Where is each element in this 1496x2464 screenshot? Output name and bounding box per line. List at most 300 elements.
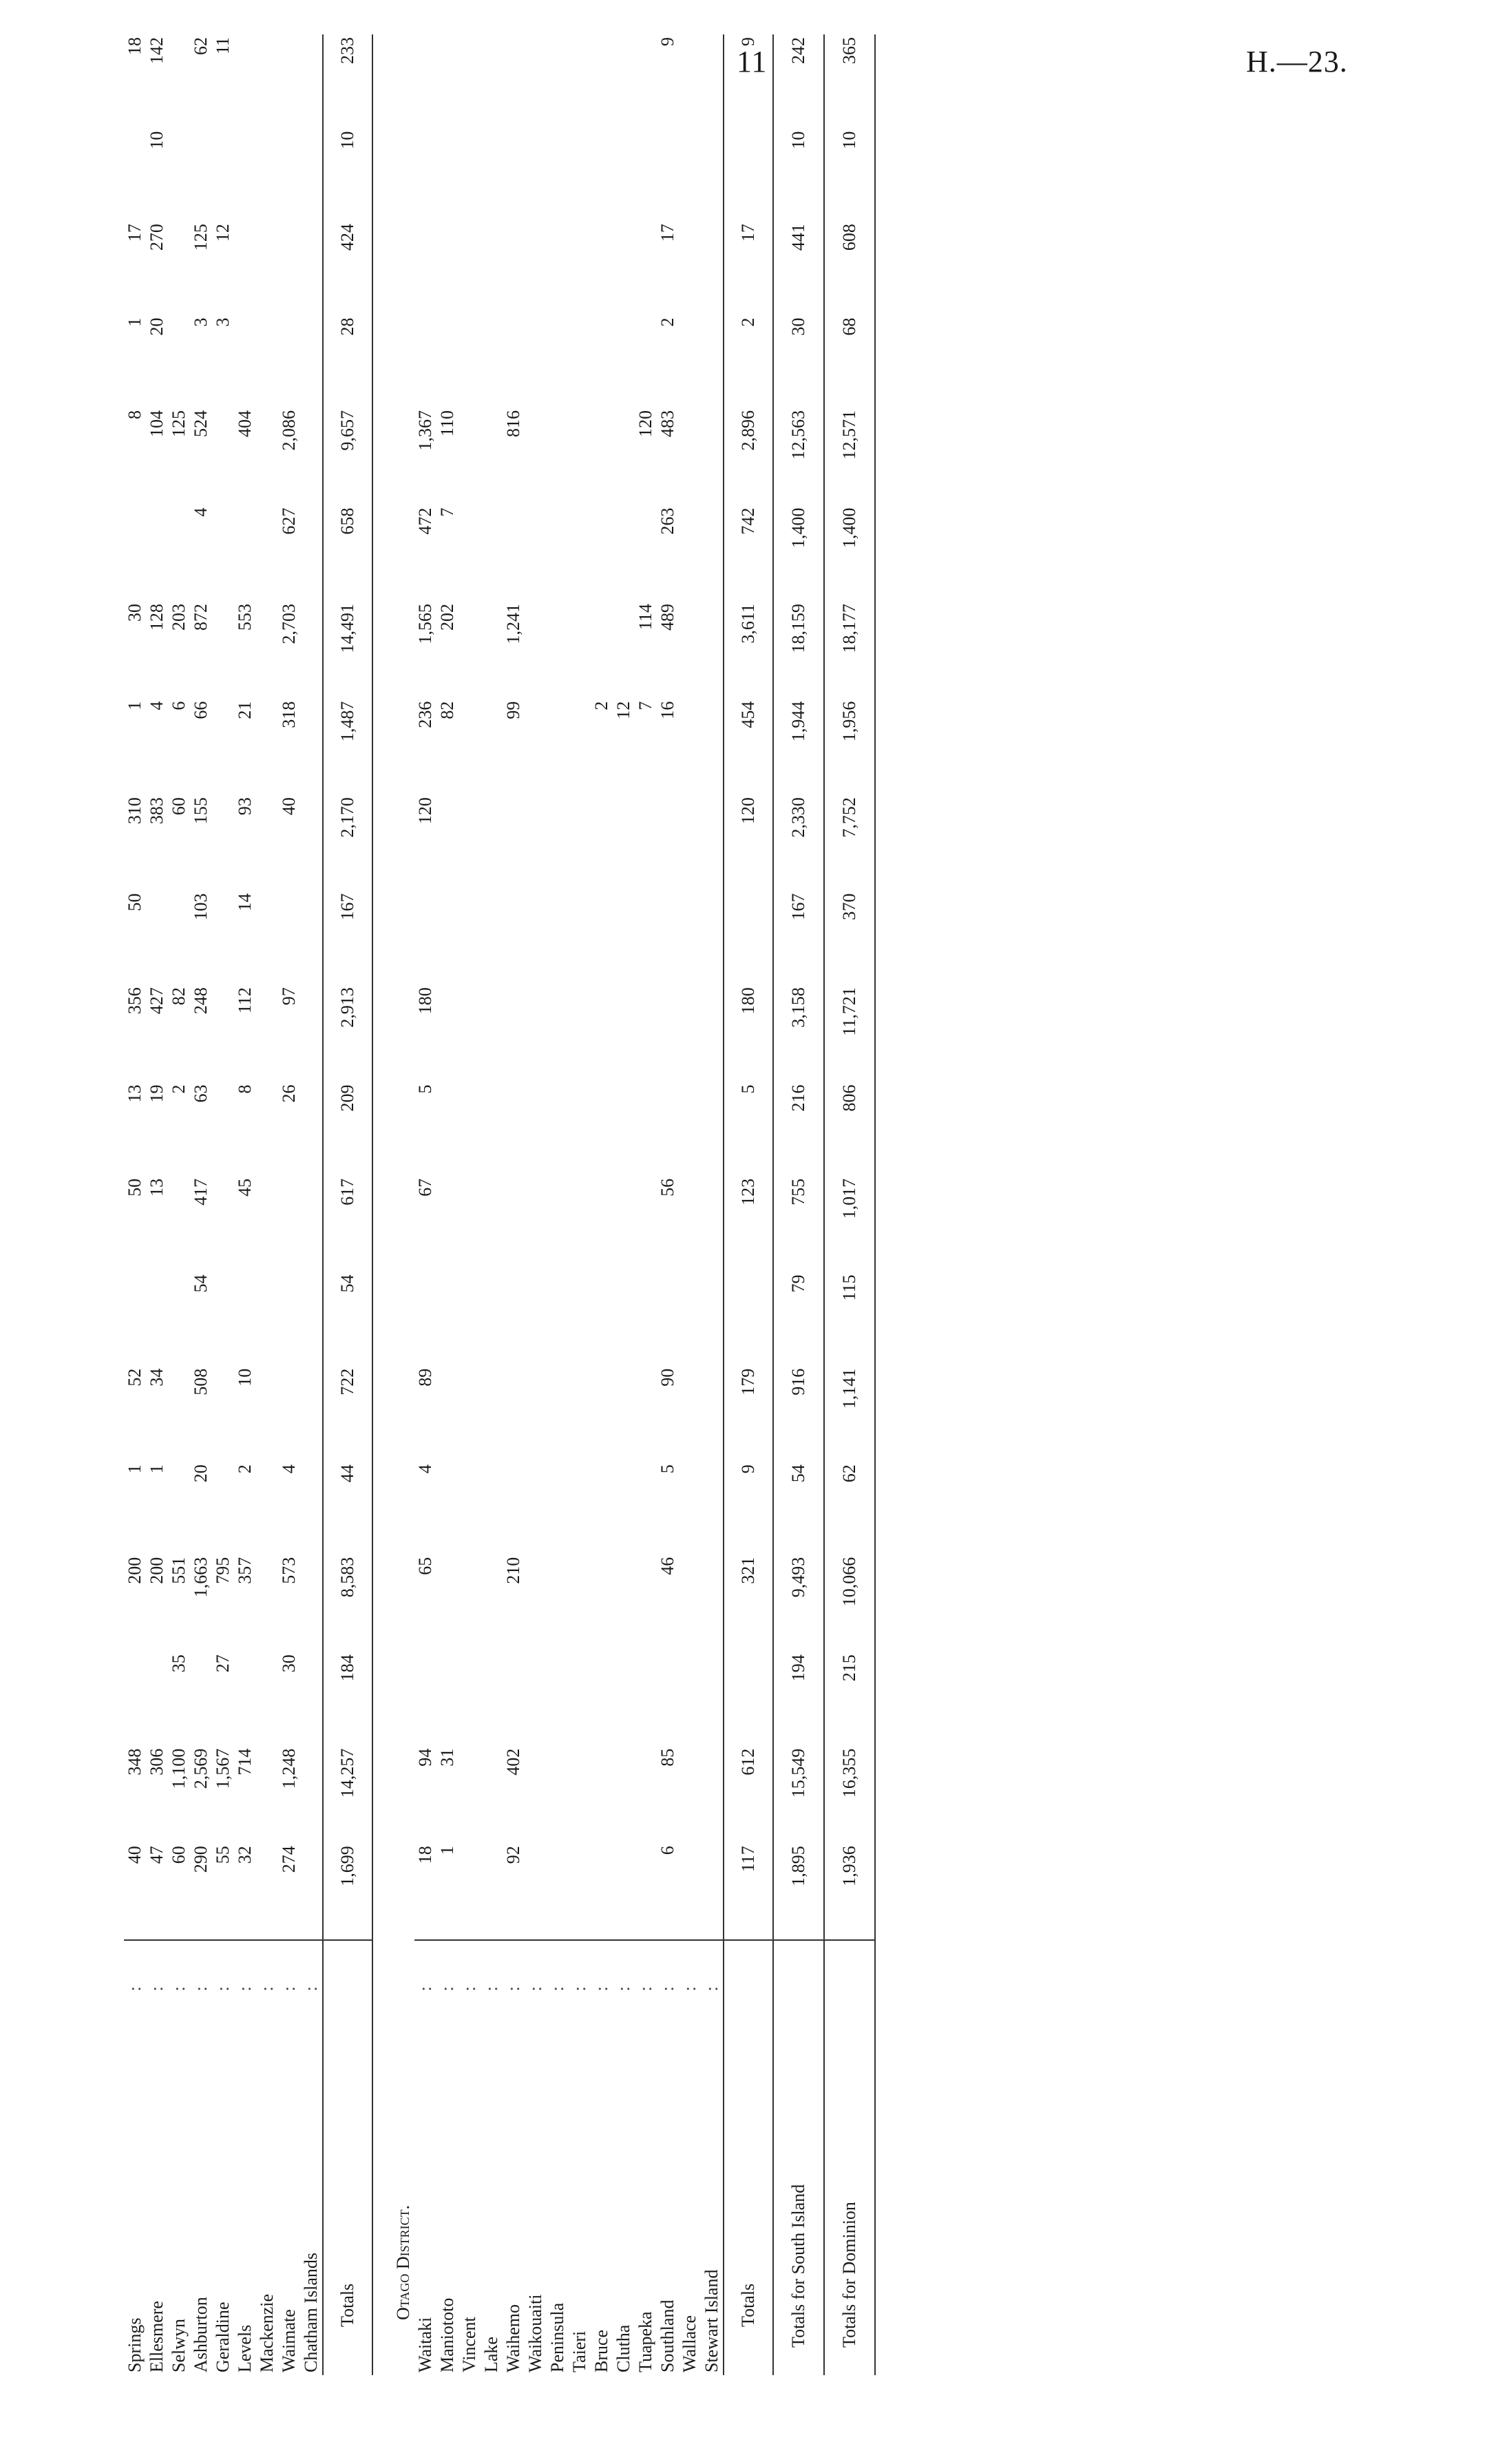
table-cell <box>569 1746 591 1844</box>
table-cell <box>569 1272 591 1365</box>
table-cell <box>569 1652 591 1745</box>
leader-dots: : <box>234 1940 256 1994</box>
table-cell <box>525 699 547 795</box>
table-cell: 306 <box>147 1748 167 1776</box>
table-cell <box>591 1843 613 1940</box>
table-cell <box>436 1366 459 1462</box>
row-label: Waitaki <box>415 2317 435 2372</box>
table-cell: 483 <box>657 410 677 437</box>
table-row <box>278 34 300 2375</box>
table-cell <box>547 1366 569 1462</box>
leader-dots: : <box>436 1940 459 1994</box>
row-label: Geraldine <box>213 2302 233 2372</box>
table-cell <box>547 505 569 602</box>
table-row <box>503 34 525 2375</box>
table-cell <box>679 1555 701 1652</box>
table-cell: 9,493 <box>773 1555 824 1652</box>
table-row <box>679 34 701 2375</box>
table-cell <box>503 221 525 315</box>
table-row <box>481 34 503 2375</box>
table-cell <box>569 699 591 795</box>
table-cell: 370 <box>824 891 875 984</box>
table-cell <box>547 408 569 505</box>
table-cell <box>613 221 635 315</box>
table-cell <box>613 1843 635 1940</box>
table-cell <box>591 1082 613 1175</box>
table-cell <box>503 1176 525 1272</box>
table-cell: 62 <box>191 37 211 55</box>
table-cell <box>591 601 613 699</box>
row-label: Vincent <box>459 2317 479 2372</box>
table-cell: 92 <box>503 1846 523 1864</box>
table-cell <box>212 1366 234 1462</box>
table-cell <box>436 34 459 129</box>
table-cell <box>459 1176 481 1272</box>
table-cell <box>613 129 635 221</box>
row-label: Peninsula <box>547 2302 567 2372</box>
table-cell <box>635 34 657 129</box>
table-cell: 19 <box>147 1084 167 1103</box>
row-label: Waihemo <box>503 2304 523 2372</box>
table-cell: 82 <box>169 987 189 1006</box>
table-cell <box>256 1082 278 1175</box>
table-cell <box>256 221 278 315</box>
table-cell: 35 <box>169 1654 189 1673</box>
table-cell: 6 <box>657 1846 677 1855</box>
table-cell <box>724 891 773 984</box>
table-cell <box>701 1082 724 1175</box>
table-cell: 45 <box>235 1178 255 1197</box>
table-cell <box>436 1652 459 1745</box>
row-label: Waimate <box>279 2309 299 2372</box>
table-cell <box>481 794 503 891</box>
table-cell <box>569 1843 591 1940</box>
table-cell: 263 <box>657 507 677 535</box>
table-cell: 9 <box>657 37 677 46</box>
table-cell <box>481 1555 503 1652</box>
table-cell <box>547 1462 569 1554</box>
table-cell: 348 <box>125 1748 145 1776</box>
table-row <box>547 34 569 2375</box>
table-cell: 10 <box>824 129 875 221</box>
table-cell <box>436 1555 459 1652</box>
table-cell <box>591 505 613 602</box>
table-cell <box>525 1843 547 1940</box>
table-cell <box>635 1462 657 1554</box>
table-cell <box>547 1176 569 1272</box>
table-cell <box>459 34 481 129</box>
table-cell <box>591 315 613 408</box>
table-cell: 30 <box>773 315 824 408</box>
table-cell <box>635 1652 657 1745</box>
table-cell <box>256 1176 278 1272</box>
table-cell: 15,549 <box>773 1746 824 1844</box>
table-cell <box>657 1082 679 1175</box>
row-label: Clutha <box>613 2324 633 2372</box>
row-label: Maniototo <box>437 2297 457 2372</box>
table-cell <box>481 34 503 129</box>
table-cell <box>613 1652 635 1745</box>
table-cell: 20 <box>191 1464 211 1483</box>
table-cell <box>459 699 481 795</box>
row-label: Mackenzie <box>257 2293 277 2372</box>
table-cell: 872 <box>191 604 211 631</box>
table-cell: 795 <box>213 1557 233 1584</box>
table-cell <box>503 1082 525 1175</box>
table-cell <box>300 1843 323 1940</box>
table-cell: 26 <box>279 1084 299 1103</box>
table-cell: 1,936 <box>824 1843 875 1940</box>
table-cell <box>679 1746 701 1844</box>
table-row <box>168 34 190 2375</box>
table-cell <box>657 1652 679 1745</box>
section-heading-row <box>372 34 414 2375</box>
table-cell <box>436 1176 459 1272</box>
table-cell <box>414 1652 436 1745</box>
table-row <box>591 34 613 2375</box>
row-label: Lake <box>481 2337 501 2372</box>
table-cell <box>525 601 547 699</box>
table-cell: 99 <box>503 701 523 719</box>
table-cell: 627 <box>279 507 299 535</box>
table-cell <box>234 315 256 408</box>
table-cell: 3 <box>213 317 233 327</box>
table-cell <box>591 1462 613 1554</box>
table-cell: 12 <box>613 701 633 719</box>
table-cell: 806 <box>824 1082 875 1175</box>
leader-dots: : <box>146 1940 168 1994</box>
table-cell <box>679 601 701 699</box>
table-row <box>190 34 212 2375</box>
table-cell <box>547 129 569 221</box>
totals-label: Totals for South Island <box>773 1994 824 2375</box>
table-cell <box>613 984 635 1082</box>
table-cell: 356 <box>125 987 145 1015</box>
table-cell <box>635 315 657 408</box>
table-cell <box>212 601 234 699</box>
table-cell: 16,355 <box>824 1746 875 1844</box>
leader-dots <box>824 1940 875 1994</box>
table-cell: 755 <box>773 1176 824 1272</box>
table-cell <box>459 1555 481 1652</box>
table-cell <box>701 984 724 1082</box>
table-cell <box>701 1366 724 1462</box>
table-cell <box>701 505 724 602</box>
table-cell <box>613 891 635 984</box>
table-cell: 2,913 <box>323 984 372 1082</box>
table-cell <box>724 1272 773 1365</box>
table-cell <box>525 794 547 891</box>
leader-dots: : <box>547 1940 569 1994</box>
table-cell: 216 <box>773 1082 824 1175</box>
table-cell: 17 <box>657 224 677 242</box>
table-cell <box>212 1176 234 1272</box>
table-cell <box>679 699 701 795</box>
table-cell <box>569 34 591 129</box>
table-body <box>124 34 875 2375</box>
page-number: 11 <box>737 45 768 78</box>
table-cell <box>124 1652 146 1745</box>
table-row <box>525 34 547 2375</box>
table-cell <box>679 1843 701 1940</box>
table-cell <box>679 1082 701 1175</box>
table-cell: 248 <box>191 987 211 1015</box>
table-cell: 1 <box>125 317 145 327</box>
table-cell: 524 <box>191 410 211 437</box>
table-cell: 54 <box>191 1274 211 1293</box>
table-cell: 2,896 <box>724 408 773 505</box>
table-cell <box>701 408 724 505</box>
table-cell <box>613 315 635 408</box>
table-cell <box>459 129 481 221</box>
table-cell <box>256 1462 278 1554</box>
table-cell <box>168 505 190 602</box>
table-cell <box>278 221 300 315</box>
table-cell <box>525 221 547 315</box>
table-cell: 120 <box>415 797 435 825</box>
table-cell <box>525 891 547 984</box>
table-cell: 441 <box>773 221 824 315</box>
table-row <box>212 34 234 2375</box>
table-cell <box>701 221 724 315</box>
table-cell <box>503 794 525 891</box>
table-cell <box>679 1176 701 1272</box>
table-cell: 1,944 <box>773 699 824 795</box>
table-cell <box>481 1746 503 1844</box>
table-cell: 12,563 <box>773 408 824 505</box>
table-cell: 128 <box>147 604 167 631</box>
table-cell <box>503 1272 525 1365</box>
table-cell <box>613 1082 635 1175</box>
table-cell <box>679 1272 701 1365</box>
table-cell: 1 <box>147 1464 167 1474</box>
table-cell: 1 <box>437 1846 457 1855</box>
table-cell: 18,159 <box>773 601 824 699</box>
totals-label: Totals <box>724 1994 773 2375</box>
table-cell: 4 <box>415 1464 435 1474</box>
table-cell <box>525 408 547 505</box>
table-cell <box>547 794 569 891</box>
table-cell <box>300 129 323 221</box>
table-cell <box>503 1366 525 1462</box>
table-cell <box>256 891 278 984</box>
table-cell <box>701 891 724 984</box>
table-cell <box>679 129 701 221</box>
table-cell <box>481 1082 503 1175</box>
table-cell <box>591 1652 613 1745</box>
table-cell <box>256 505 278 602</box>
table-cell <box>212 408 234 505</box>
table-cell <box>701 794 724 891</box>
table-cell <box>679 1652 701 1745</box>
table-cell: 612 <box>724 1746 773 1844</box>
table-cell <box>459 1366 481 1462</box>
table-cell <box>635 505 657 602</box>
table-cell <box>459 601 481 699</box>
table-row <box>724 34 773 2375</box>
table-cell <box>525 1272 547 1365</box>
table-cell <box>613 408 635 505</box>
table-row <box>436 34 459 2375</box>
leader-dots: : <box>613 1940 635 1994</box>
table-cell <box>300 601 323 699</box>
table-cell <box>613 601 635 699</box>
table-cell: 9 <box>724 34 773 129</box>
table-cell <box>459 984 481 1082</box>
table-cell: 125 <box>169 410 189 437</box>
table-cell <box>591 221 613 315</box>
table-cell <box>146 1272 168 1365</box>
table-cell <box>300 794 323 891</box>
table-cell <box>613 1746 635 1844</box>
table-cell: 12,571 <box>824 408 875 505</box>
table-cell <box>591 1555 613 1652</box>
table-cell: 62 <box>824 1462 875 1554</box>
table-cell: 1,956 <box>824 699 875 795</box>
table-cell: 125 <box>191 224 211 251</box>
table-cell <box>168 34 190 129</box>
table-cell: 18,177 <box>824 601 875 699</box>
table-cell: 454 <box>724 699 773 795</box>
table-cell <box>459 1462 481 1554</box>
table-cell <box>679 505 701 602</box>
table-row <box>824 34 875 2375</box>
table-cell: 209 <box>323 1082 372 1175</box>
table-cell: 318 <box>279 701 299 728</box>
table-cell: 310 <box>125 797 145 825</box>
table-cell <box>613 34 635 129</box>
table-cell <box>613 1462 635 1554</box>
table-cell: 916 <box>773 1366 824 1462</box>
table-cell: 65 <box>415 1557 435 1575</box>
table-cell <box>256 1843 278 1940</box>
table-cell: 2 <box>235 1464 255 1474</box>
table-cell: 40 <box>125 1846 145 1864</box>
table-cell <box>591 34 613 129</box>
table-cell: 573 <box>279 1557 299 1584</box>
table-cell <box>481 129 503 221</box>
table-cell: 60 <box>169 1846 189 1864</box>
row-label: Tuapeka <box>635 2311 655 2372</box>
table-cell <box>300 1366 323 1462</box>
table-cell <box>679 794 701 891</box>
table-cell: 89 <box>415 1368 435 1387</box>
table-cell <box>635 1843 657 1940</box>
table-cell: 1 <box>125 1464 145 1474</box>
table-cell <box>300 1462 323 1554</box>
table-cell: 68 <box>824 315 875 408</box>
table-cell: 1,565 <box>415 604 435 644</box>
table-cell: 290 <box>191 1846 211 1873</box>
table-cell <box>591 1272 613 1365</box>
table-cell: 180 <box>415 987 435 1015</box>
leader-dots: : <box>212 1940 234 1994</box>
table-cell: 472 <box>415 507 435 535</box>
table-cell <box>701 1555 724 1652</box>
table-cell <box>300 315 323 408</box>
table-row <box>414 34 436 2375</box>
table-cell: 2,170 <box>323 794 372 891</box>
table-cell: 7 <box>635 701 655 710</box>
table-cell <box>212 984 234 1082</box>
table-cell <box>481 1272 503 1365</box>
leader-dots: : <box>525 1940 547 1994</box>
table-cell <box>591 891 613 984</box>
table-cell: 155 <box>191 797 211 825</box>
table-cell: 50 <box>125 1178 145 1197</box>
table-cell <box>657 794 679 891</box>
table-cell: 742 <box>724 505 773 602</box>
table-cell <box>591 1746 613 1844</box>
table-cell: 10,066 <box>824 1555 875 1652</box>
table-cell <box>525 1555 547 1652</box>
table-cell <box>124 1272 146 1365</box>
table-cell: 13 <box>147 1178 167 1197</box>
leader-dots: : <box>481 1940 503 1994</box>
table-cell: 104 <box>147 410 167 437</box>
table-cell: 1,241 <box>503 604 523 644</box>
table-cell: 210 <box>503 1557 523 1584</box>
table-cell <box>256 1746 278 1844</box>
table-cell: 21 <box>235 701 255 719</box>
table-cell: 4 <box>191 507 211 517</box>
table-cell <box>212 129 234 221</box>
table-cell: 2,330 <box>773 794 824 891</box>
leader-dots: : <box>569 1940 591 1994</box>
table-cell: 66 <box>191 701 211 719</box>
table-cell <box>525 505 547 602</box>
table-cell: 1,141 <box>824 1366 875 1462</box>
table-cell: 1,567 <box>213 1748 233 1789</box>
table-cell <box>635 794 657 891</box>
table-cell <box>234 505 256 602</box>
table-cell <box>124 505 146 602</box>
table-cell: 82 <box>437 701 457 719</box>
table-cell <box>569 891 591 984</box>
leader-dots: : <box>679 1940 701 1994</box>
table-cell <box>436 129 459 221</box>
table-cell <box>414 1272 436 1365</box>
table-cell: 14,257 <box>323 1746 372 1844</box>
table-cell <box>635 1746 657 1844</box>
table-cell: 16 <box>657 701 677 719</box>
table-row <box>256 34 278 2375</box>
table-cell <box>168 1272 190 1365</box>
table-cell <box>547 1272 569 1365</box>
table-cell <box>190 129 212 221</box>
table-cell <box>190 1652 212 1745</box>
table-row <box>657 34 679 2375</box>
table-cell <box>300 34 323 129</box>
table-cell <box>300 1652 323 1745</box>
table-cell <box>569 1555 591 1652</box>
leader-dots: : <box>657 1940 679 1994</box>
table-cell <box>701 1462 724 1554</box>
table-cell <box>256 1555 278 1652</box>
row-label: Southland <box>657 2299 677 2372</box>
table-cell: 7 <box>437 507 457 517</box>
table-cell: 202 <box>437 604 457 631</box>
table-cell: 52 <box>125 1368 145 1387</box>
table-cell <box>635 221 657 315</box>
table-cell: 365 <box>824 34 875 129</box>
table-cell <box>256 699 278 795</box>
table-cell <box>278 1366 300 1462</box>
table-cell <box>657 1272 679 1365</box>
table-cell <box>481 1843 503 1940</box>
table-cell: 112 <box>235 987 255 1014</box>
table-cell: 1,248 <box>279 1748 299 1789</box>
